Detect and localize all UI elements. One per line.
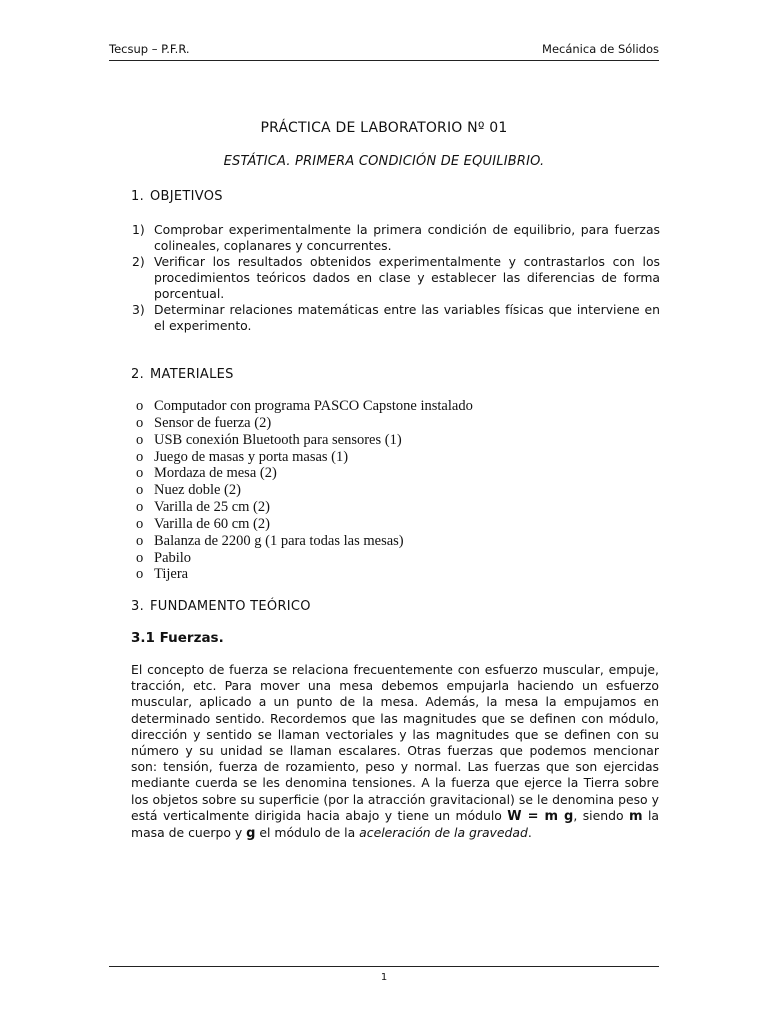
list-item <box>136 516 473 533</box>
weight-formula: W = m g <box>507 808 574 824</box>
section-label: MATERIALES <box>150 367 234 382</box>
paragraph-text: El concepto de fuerza se relaciona frecuentemente con esfuerzo muscular, empuje, tracción, etc. Para mover una mesa debemos empujarla haciendo un esfuerzo muscular, aplicado a un punto de la mesa. Además, la mesa la empujamos en determinado sentido. Recordemos que las magnitudes que se definen con módulo, dirección y sentido se llaman vectoriales y las magnitudes que se definen con su número y su unidad se llaman escalares. Otras fuerzas que podemos mencionar son: tensión, fuerza de rozamiento, peso y normal. Las fuerzas que son ejercidas mediante cuerda se les denomina tensiones. A la fuerza que ejerce la Tierra sobre los objetos sobre su superficie (por la atracción gravitacional) se le denomina peso y está verticalmente dirigida hacia abajo y tiene un módulo <box>131 662 659 823</box>
list-item <box>136 465 473 482</box>
objetivos-list <box>132 222 660 334</box>
mass-symbol: m <box>628 808 643 824</box>
paragraph-text: el módulo de la <box>259 825 356 841</box>
bullet: o <box>136 398 144 414</box>
paragraph-end: . <box>527 825 532 841</box>
list-item <box>136 533 473 550</box>
item-text: Juego de masas y porta masas (1) <box>154 448 349 465</box>
item-text: Pabilo <box>154 549 192 566</box>
gravity-symbol: g <box>246 826 256 842</box>
list-item <box>132 302 660 334</box>
bullet: o <box>136 465 144 482</box>
list-item <box>132 222 660 254</box>
paragraph-text: , siendo <box>573 807 624 823</box>
header-left: Tecsup – P.F.R. <box>109 42 190 56</box>
item-text: Varilla de 25 cm (2) <box>154 499 270 516</box>
item-text: Verificar los resultados obtenidos experimentalmente y contrastarlos con los procedimientos teóricos dados en clase y establecer las diferencias de forma porcentual. <box>154 254 660 301</box>
section-materiales-heading <box>131 367 234 382</box>
materiales-list <box>136 398 473 583</box>
gravity-term: aceleración de la gravedad <box>359 825 528 841</box>
item-text: USB conexión Bluetooth para sensores (1) <box>154 431 402 448</box>
section-objetivos-heading <box>131 189 223 204</box>
section-label: OBJETIVOS <box>150 189 223 204</box>
page-number: 1 <box>380 972 388 983</box>
list-item <box>136 482 473 499</box>
list-item <box>136 566 473 583</box>
bullet: o <box>136 414 144 431</box>
header-right: Mecánica de Sólidos <box>542 42 659 56</box>
section-number: 3. <box>131 599 145 614</box>
bullet: o <box>136 532 144 549</box>
item-text: Varilla de 60 cm (2) <box>154 515 270 532</box>
list-item <box>136 550 473 567</box>
item-text: Computador con programa PASCO Capstone instalado <box>154 398 473 414</box>
list-item <box>136 398 473 415</box>
bullet: o <box>136 431 144 448</box>
footer-divider <box>109 966 659 967</box>
item-text: Balanza de 2200 g (1 para todas las mesas) <box>154 532 404 549</box>
item-text: Mordaza de mesa (2) <box>154 465 277 482</box>
list-item <box>136 449 473 466</box>
paragraph-text: la masa de cuerpo y <box>131 807 659 841</box>
item-text: Tijera <box>154 566 189 583</box>
item-text: Comprobar experimentalmente la primera condición de equilibrio, para fuerzas colineales, coplanares y concurrentes. <box>154 222 660 253</box>
list-item <box>136 432 473 449</box>
list-item <box>132 254 660 302</box>
bullet: o <box>136 499 144 516</box>
bullet: o <box>136 482 144 499</box>
item-text: Determinar relaciones matemáticas entre las variables físicas que interviene en el experimento. <box>154 302 660 333</box>
section-number: 2. <box>131 367 145 382</box>
page-header <box>109 42 659 61</box>
item-number: 1) <box>132 222 145 237</box>
item-text: Nuez doble (2) <box>154 482 241 499</box>
document-subtitle: ESTÁTICA. PRIMERA CONDICIÓN DE EQUILIBRIO. <box>223 154 545 169</box>
item-number: 2) <box>132 254 145 269</box>
bullet: o <box>136 448 144 465</box>
item-number: 3) <box>132 302 145 317</box>
document-title: PRÁCTICA DE LABORATORIO Nº 01 <box>260 120 508 136</box>
bullet: o <box>136 566 144 583</box>
list-item <box>136 415 473 432</box>
item-text: Sensor de fuerza (2) <box>154 414 272 431</box>
list-item <box>136 499 473 516</box>
section-number: 1. <box>131 189 145 204</box>
section-label: FUNDAMENTO TEÓRICO <box>150 599 311 614</box>
fuerzas-paragraph <box>131 662 659 842</box>
subsection-fuerzas-heading: 3.1 Fuerzas. <box>131 630 224 646</box>
bullet: o <box>136 549 144 566</box>
bullet: o <box>136 515 144 532</box>
section-fundamento-heading <box>131 599 311 614</box>
